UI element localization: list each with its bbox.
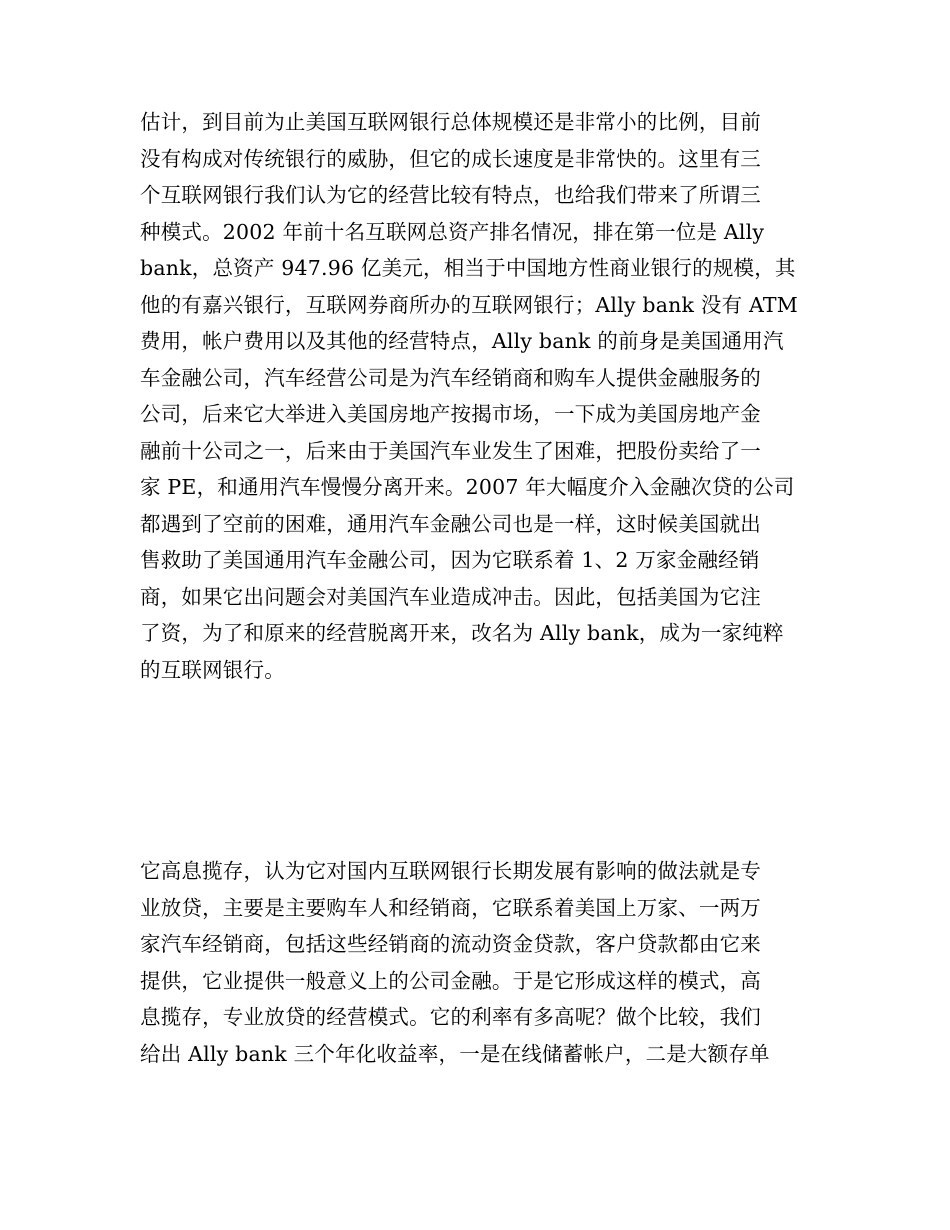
- text-line: 个互联网银行我们认为它的经营比较有特点，也给我们带来了所谓三: [140, 183, 761, 207]
- text-line: 都遇到了空前的困难，通用汽车金融公司也是一样，这时候美国就出: [140, 511, 761, 536]
- text-line: 费用，帐户费用以及其他的经营特点，Ally bank 的前身是美国通用汽: [140, 329, 784, 353]
- text-line: 种模式。2002 年前十名互联网总资产排名情况，排在第一位是 Ally: [140, 219, 765, 244]
- text-line: bank，总资产 947.96 亿美元，相当于中国地方性商业银行的规模，其: [140, 256, 796, 280]
- text-line: 息揽存，专业放贷的经营模式。它的利率有多高呢？做个比较，我们: [140, 1005, 761, 1029]
- text-line: 售救助了美国通用汽车金融公司，因为它联系着 1、2 万家金融经销: [140, 548, 760, 572]
- text-line: 没有构成对传统银行的威胁，但它的成长速度是非常快的。这里有三: [140, 146, 761, 171]
- text-line: 商，如果它出问题会对美国汽车业造成冲击。因此，包括美国为它注: [140, 584, 761, 609]
- paragraph-ally-bank-history: [140, 104, 812, 688]
- text-line: 的互联网银行。: [140, 657, 285, 682]
- text-line: 提供，它业提供一般意义上的公司金融。于是它形成这样的模式，高: [140, 968, 761, 993]
- text-line: 给出 Ally bank 三个年化收益率，一是在线储蓄帐户，二是大额存单: [140, 1041, 770, 1066]
- text-line: 业放贷，主要是主要购车人和经销商，它联系着美国上万家、一两万: [140, 895, 761, 920]
- text-line: 估计，到目前为止美国互联网银行总体规模还是非常小的比例，目前: [140, 110, 761, 134]
- text-line: 融前十公司之一，后来由于美国汽车业发生了困难，把股份卖给了一: [140, 438, 761, 463]
- text-line: 家 PE，和通用汽车慢慢分离开来。2007 年大幅度介入金融次贷的公司: [140, 475, 795, 499]
- text-line: 了资，为了和原来的经营脱离开来，改名为 Ally bank，成为一家纯粹: [140, 621, 784, 645]
- text-line: 家汽车经销商，包括这些经销商的流动资金贷款，客户贷款都由它来: [140, 932, 761, 956]
- text-line: 车金融公司，汽车经营公司是为汽车经销商和购车人提供金融服务的: [140, 365, 761, 390]
- text-line: 他的有嘉兴银行，互联网券商所办的互联网银行；Ally bank 没有 ATM: [140, 292, 798, 317]
- text-line: 它高息揽存，认为它对国内互联网银行长期发展有影响的做法就是专: [140, 859, 761, 883]
- paragraph-ally-bank-model: [140, 853, 812, 1072]
- text-line: 公司，后来它大举进入美国房地产按揭市场，一下成为美国房地产金: [140, 402, 761, 426]
